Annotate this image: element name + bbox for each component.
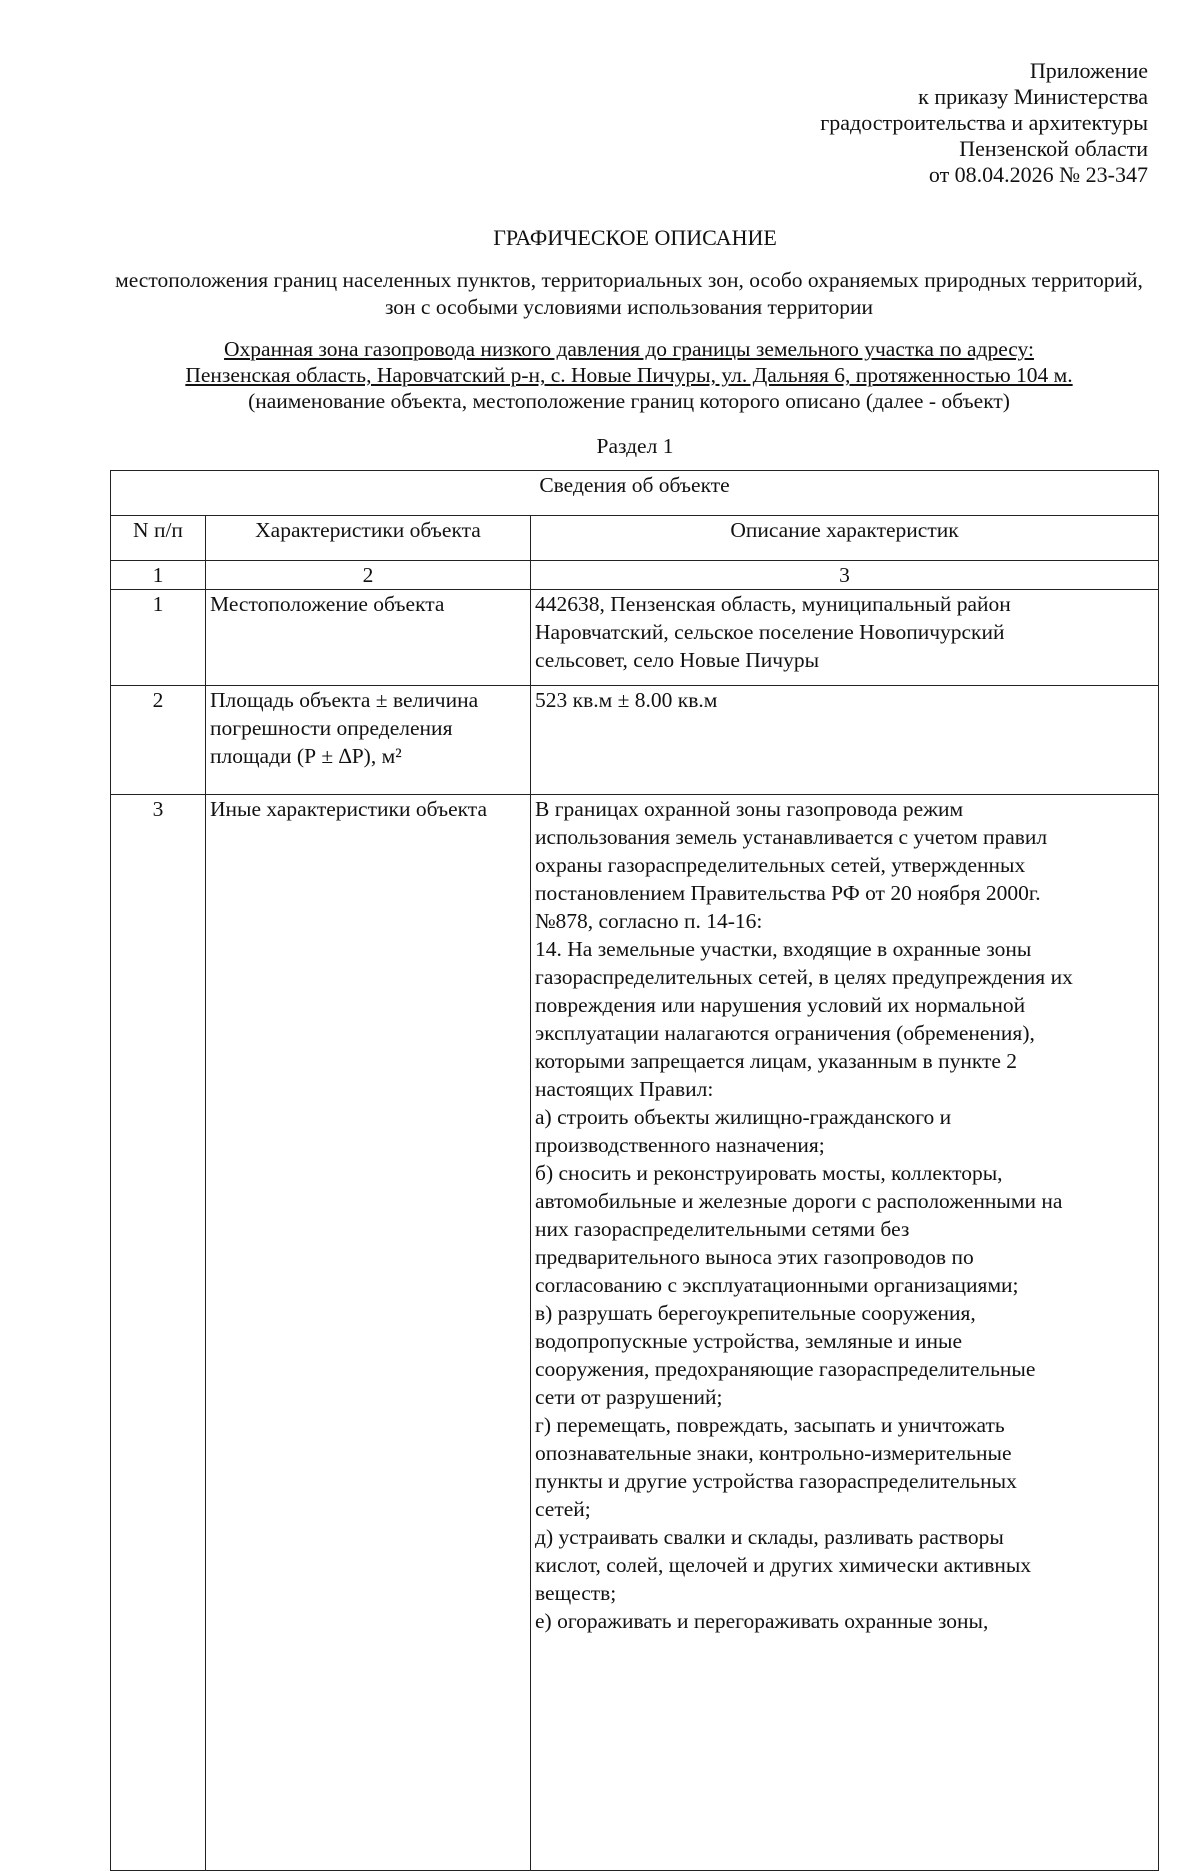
document-subtitle: местоположения границ населенных пунктов, территориальных зон, особо охраняемых природных территорий, зон с особыми условиями использования территории	[115, 268, 1143, 319]
appendix-line: Пензенской области	[959, 136, 1148, 161]
object-name-line: Охранная зона газопровода низкого давления до границы земельного участка по адресу:	[224, 337, 1034, 361]
description-line: производственного назначения;	[535, 1133, 825, 1157]
description-line: б) сносить и реконструировать мосты, коллекторы,	[535, 1161, 1003, 1185]
document-title: ГРАФИЧЕСКОЕ ОПИСАНИЕ	[493, 225, 777, 250]
description-line: пункты и другие устройства газораспределительных	[535, 1469, 1017, 1493]
row-number: 1	[111, 590, 206, 686]
row-characteristic	[206, 590, 531, 686]
table-column-number: 3	[531, 561, 1159, 590]
description-line: повреждения или нарушения условий их нормальной	[535, 993, 1026, 1017]
description-line: сооружения, предохраняющие газораспределительные	[535, 1357, 1036, 1381]
appendix-order-date-number: от 08.04.2026 № 23-347	[928, 162, 1148, 187]
description-line: сельсовет, село Новые Пичуры	[535, 648, 820, 672]
description-line: веществ;	[535, 1581, 617, 1605]
row-description	[531, 590, 1159, 686]
table-header-number: N п/п	[111, 516, 206, 561]
description-line: которыми запрещается лицам, указанным в пункте 2	[535, 1049, 1018, 1073]
description-line: согласованию с эксплуатационными организациями;	[535, 1273, 1019, 1297]
table-header-characteristics: Характеристики объекта	[206, 516, 531, 561]
description-line: газораспределительных сетей, в целях предупреждения их	[535, 965, 1073, 989]
description-line: в) разрушать берегоукрепительные сооружения,	[535, 1301, 976, 1325]
description-line: постановлением Правительства РФ от 20 ноября 2000г.	[535, 881, 1041, 905]
description-line: е) огораживать и перегораживать охранные зоны,	[535, 1609, 989, 1633]
table-column-number: 2	[206, 561, 531, 590]
description-line: настоящих Правил:	[535, 1077, 714, 1101]
characteristic-line: Местоположение объекта	[210, 592, 445, 616]
description-line: эксплуатации налагаются ограничения (обременения),	[535, 1021, 1035, 1045]
appendix-line: Приложение	[1029, 58, 1148, 83]
description-line: использования земель устанавливается с учетом правил	[535, 825, 1048, 849]
table-row	[111, 590, 1159, 686]
appendix-line: градостроительства и архитектуры	[820, 110, 1148, 135]
object-info-table	[110, 470, 1159, 1871]
characteristic-line: Площадь объекта ± величина	[210, 688, 479, 712]
row-number: 2	[111, 686, 206, 795]
description-line: а) строить объекты жилищно-гражданского и	[535, 1105, 952, 1129]
description-line: предварительного выноса этих газопроводов по	[535, 1245, 974, 1269]
section-heading: Раздел 1	[596, 434, 674, 458]
description-line: водопропускные устройства, земляные и иные	[535, 1329, 963, 1353]
description-line: сети от разрушений;	[535, 1385, 723, 1409]
description-line: автомобильные и железные дороги с расположенными на	[535, 1189, 1063, 1213]
appendix-line: к приказу Министерства	[918, 84, 1148, 109]
characteristic-line: площади (Р ± ∆Р), м²	[210, 744, 402, 768]
description-line: В границах охранной зоны газопровода режим	[535, 797, 964, 821]
object-name-block	[108, 336, 1150, 414]
description-line: охраны газораспределительных сетей, утвержденных	[535, 853, 1026, 877]
description-line: 523 кв.м ± 8.00 кв.м	[535, 688, 718, 712]
table-header-description: Описание характеристик	[531, 516, 1159, 561]
row-characteristic	[206, 686, 531, 795]
characteristic-line: Иные характеристики объекта	[210, 797, 488, 821]
table-caption: Сведения об объекте	[111, 471, 1159, 516]
appendix-block	[588, 58, 1148, 188]
description-line: сетей;	[535, 1497, 591, 1521]
characteristic-line: погрешности определения	[210, 716, 453, 740]
description-line: д) устраивать свалки и склады, разливать растворы	[535, 1525, 1004, 1549]
row-description	[531, 686, 1159, 795]
description-line: опознавательные знаки, контрольно-измерительные	[535, 1441, 1012, 1465]
object-name-hint: (наименование объекта, местоположение границ которого описано (далее - объект)	[248, 389, 1010, 413]
object-name-line: Пензенская область, Наровчатский р-н, с. Новые Пичуры, ул. Дальняя 6, протяженностью 104 м.	[185, 363, 1073, 387]
description-line: них газораспределительными сетями без	[535, 1217, 910, 1241]
description-line: г) перемещать, повреждать, засыпать и уничтожать	[535, 1413, 1005, 1437]
description-line: №878, согласно п. 14-16:	[535, 909, 763, 933]
description-line: 14. На земельные участки, входящие в охранные зоны	[535, 937, 1032, 961]
description-line: 442638, Пензенская область, муниципальный район	[535, 592, 1011, 616]
table-row	[111, 795, 1159, 1871]
row-characteristic	[206, 795, 531, 1871]
description-line: Наровчатский, сельское поселение Новопичурский	[535, 620, 1005, 644]
table-column-number: 1	[111, 561, 206, 590]
table-row	[111, 686, 1159, 795]
row-number: 3	[111, 795, 206, 1871]
description-line: кислот, солей, щелочей и других химически активных	[535, 1553, 1032, 1577]
row-description	[531, 795, 1159, 1871]
